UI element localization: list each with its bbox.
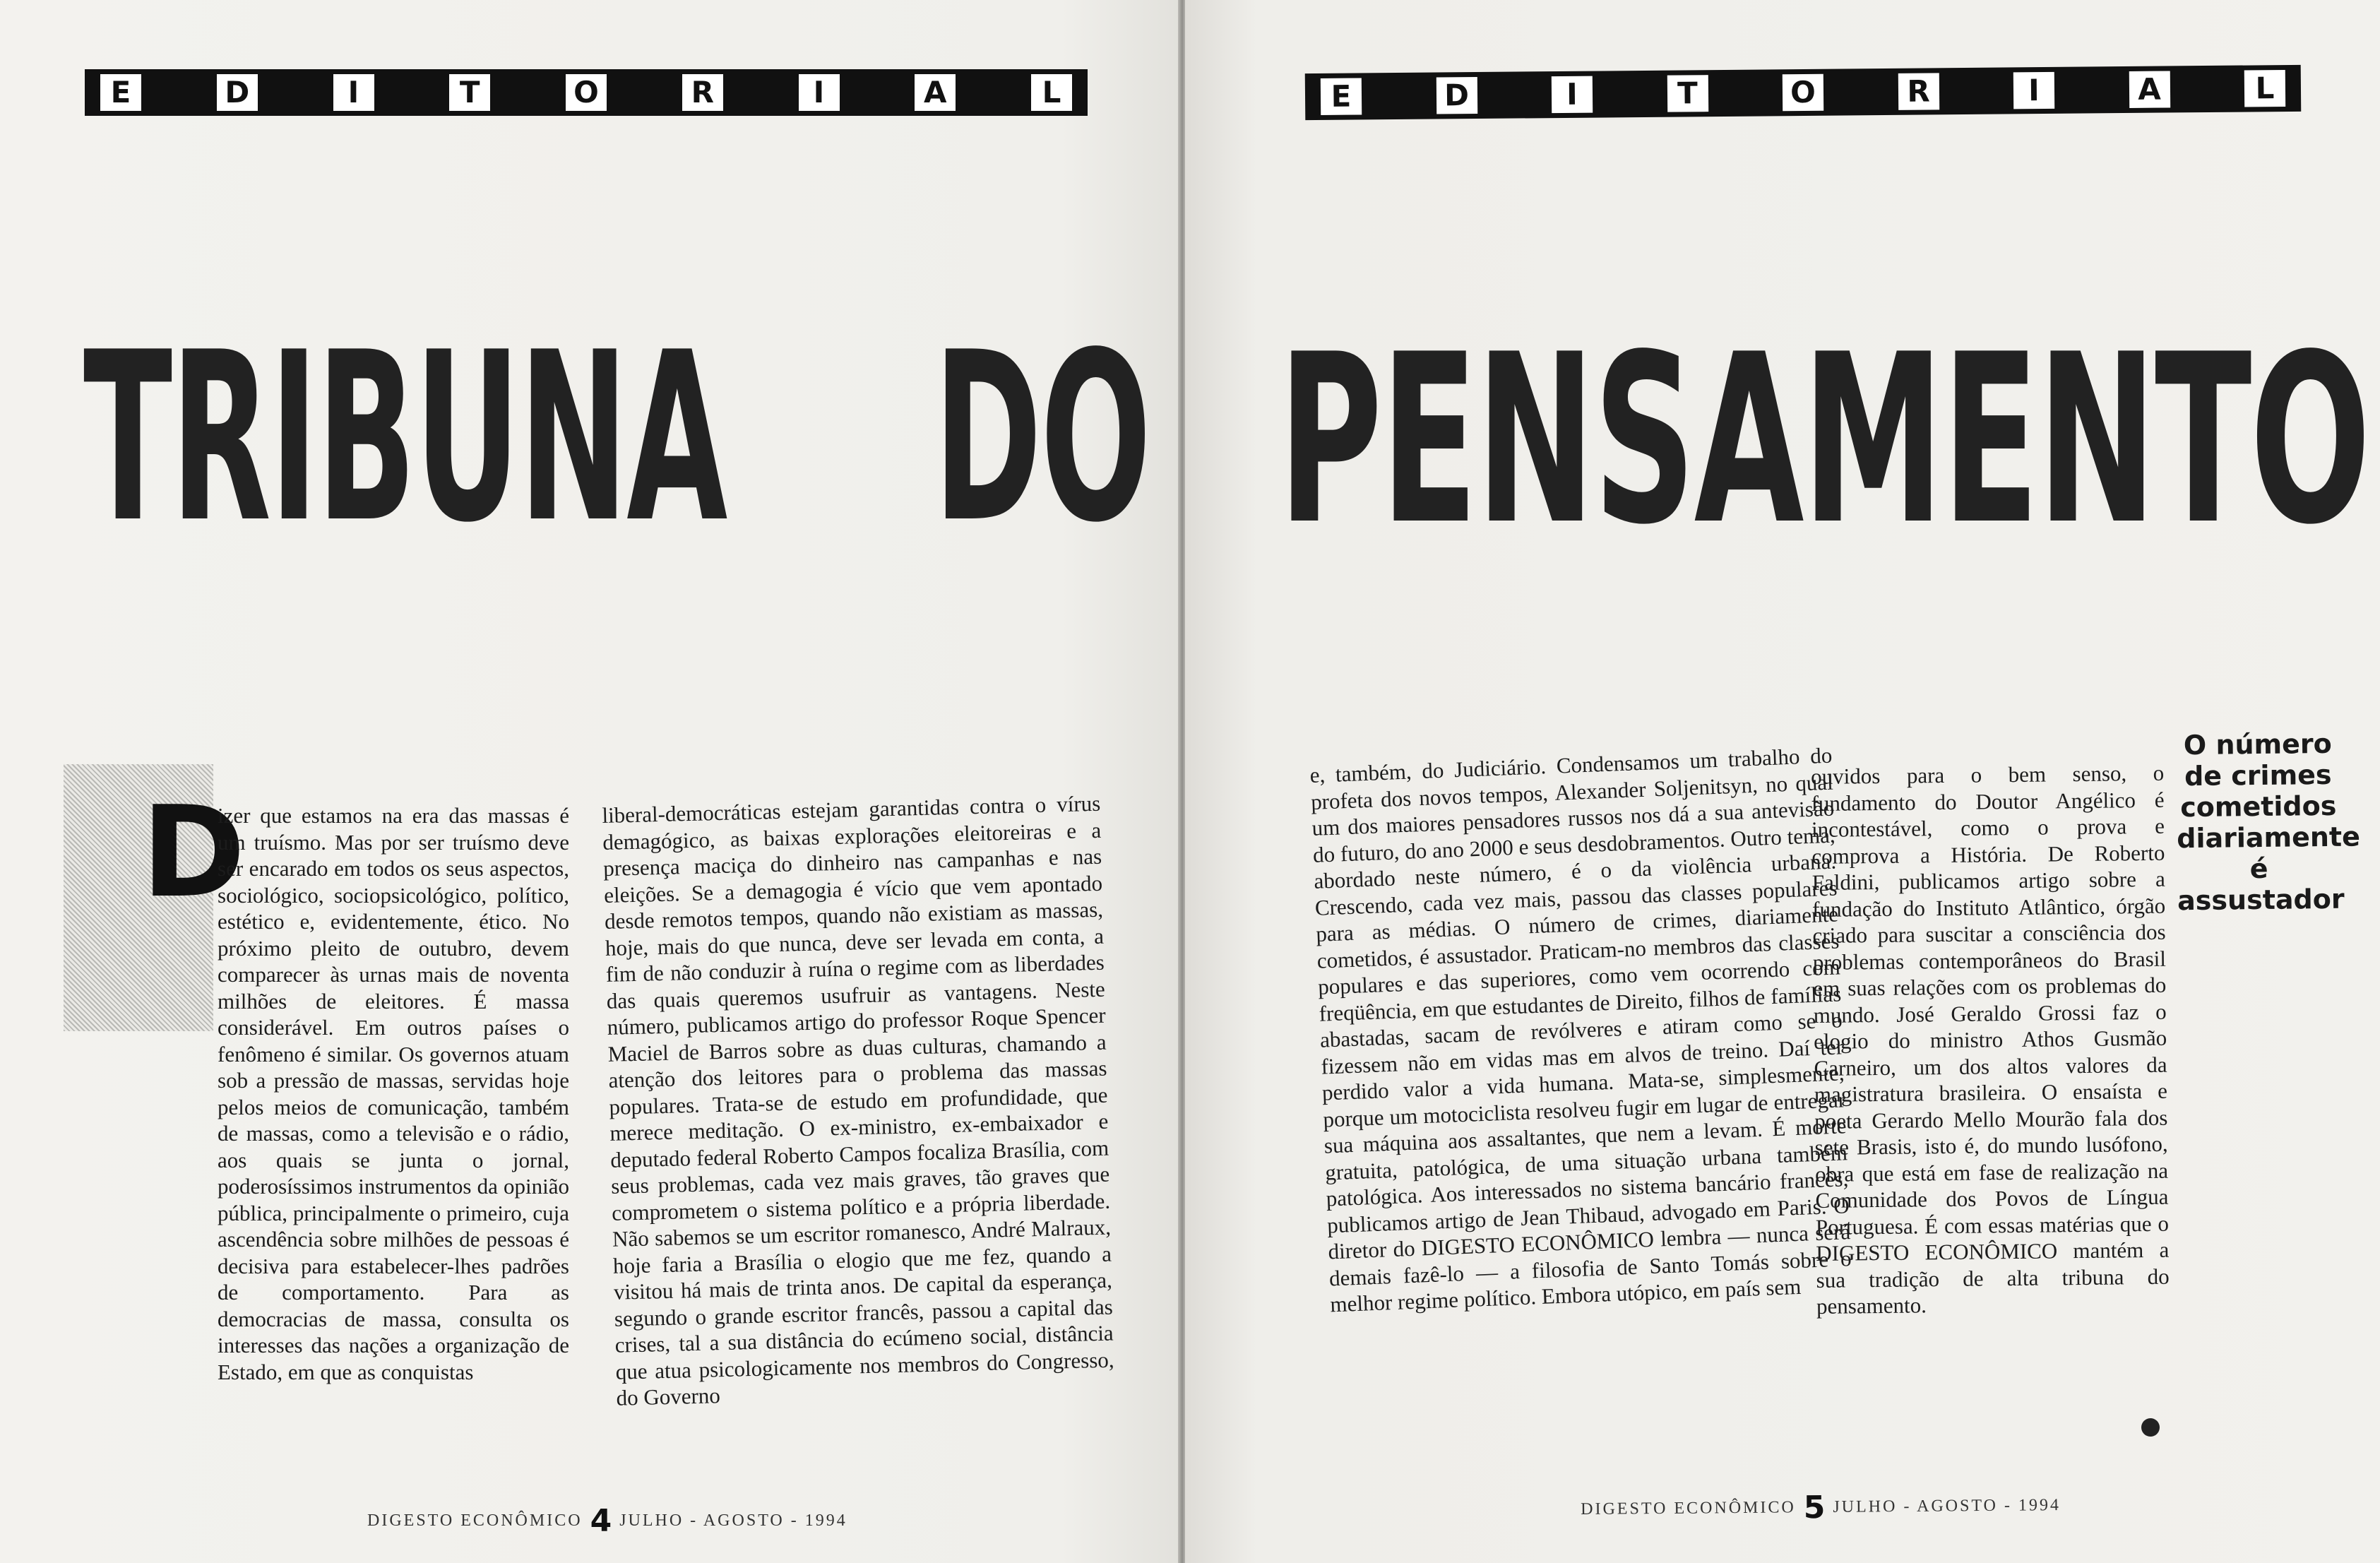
left-page [0,0,1179,1563]
header-letter: I [1552,76,1593,114]
header-letter: A [2129,71,2170,108]
header-letter: E [1321,78,1362,115]
header-letter: A [915,74,956,111]
header-letter: L [2244,70,2285,107]
article-column-4: ouvidos para o bem senso, o fundamento do Doutor Angélico é incontestável, como o prova e comprova a História. De Roberto Faldini, publicamos artigo sobre a fundação do Instituto Atlântico, órgão criado para suscitar a consciência dos problemas contemporâneos do Brasil em suas relações com os problemas do mundo. José Geraldo Grossi faz o elogio do ministro Athos Gusmão Carneiro, um dos altos valores da magistratura brasileira. O ensaísta e poeta Gerardo Mello Mourão fala dos sete Brasis, isto é, do mundo lusófono, obra que está em fase de realização na Comunidade dos Povos de Língua Portuguesa. É com essas matérias que o DIGESTO ECONÔMICO mantém a sua tradição de alta tribuna do pensamento. [1811,760,2170,1319]
page-number: 5 [1803,1489,1826,1526]
end-mark-bullet [2141,1418,2160,1437]
pull-quote: O número de crimes cometidos diariamente é assustador [2177,727,2361,917]
title-word-pensamento: PENSAMENTO [1278,304,2369,576]
editorial-header-bar [85,69,1088,116]
page-footer [1581,1487,2061,1528]
header-letter: T [449,74,490,111]
header-letter: O [566,74,607,111]
header-letter: I [333,74,374,111]
title-word-tribuna: TRIBUNA [83,302,727,574]
header-letter: D [1436,77,1477,114]
footer-date: JULHO - AGOSTO - 1994 [1833,1496,2061,1516]
drop-cap: D [141,779,246,925]
editorial-header-bar [1305,65,2302,120]
title-word-do: DO [934,302,1150,574]
header-letter: E [100,74,141,111]
footer-publication: DIGESTO ECONÔMICO [367,1511,583,1530]
header-letter: I [799,74,840,111]
right-page [1185,0,2380,1563]
article-column-1: izer que estamos na era das massas é um truísmo. Mas por ser truísmo deve ser encarado em todos os seus aspectos, sociológico, sociopsicológico, político, estético e, evidentemente, ético. No próximo pleito de outubro, devem comparecer às urnas mais de noventa milhões de eleitores. É massa considerável. Em outros países o fenômeno é similar. Os governos atuam sob a pressão de massas, servidas hoje pelos meios de comunicação, também de massas, como a televisão e o rádio, aos quais se junta o jornal, poderosíssimos instrumentos da opinião pública, principalmente o primeiro, cuja ascendência sobre milhões de pessoas é decisiva para estabelecer-lhes padrões de comportamento. Para as democracias de massa, consulta os interesses das nações a organização de Estado, em que as conquistas [218,803,569,1384]
header-letter: L [1031,74,1072,111]
header-letter: R [1898,73,1939,110]
header-letter: I [2013,72,2054,109]
article-column-2: liberal-democráticas estejam garantidas contra o vírus demagógico, as baixas explorações eleitoreiras e a presença maciça do dinheiro nas campanhas e nas eleições. Se a demagogia é vício que vem apontado desde remotos tempos, quando não existiam as massas, hoje, mais do que nunca, deve ser levada em conta, a fim de não conduzir à ruína o regime com as liberdades das quais queremos usufruir as vantagens. Neste número, publicamos artigo do professor Roque Spencer Maciel de Barros sobre as duas culturas, chamando a atenção dos leitores para o problema das massas populares. Trata-se de estudo em profundidade, que merece meditação. O ex-ministro, ex-embaixador e deputado federal Roberto Campos focaliza Brasília, com seus problemas, cada vez mais graves, tão graves que comprometem o sistema político e a própria liberdade. Não sabemos se um escritor romanesco, André Malraux, hoje faria a Brasília o elogio que me fez, quando a visitou há mais de trinta anos. De capital da esperança, segundo o grande escritor francês, passou a capital das crises, tal a sua distância do ecúmeno social, distância que atua psicologicamente nos membros do Congresso, do Governo [602,790,1114,1410]
header-letter: T [1667,75,1708,112]
footer-publication: DIGESTO ECONÔMICO [1581,1498,1796,1519]
article-column-3: e, também, do Judiciário. Condensamos um trabalho do profeta dos novos tempos, Alexander Soljenitsyn, no qual um dos maiores pensadores russos nos dá a sua antevisão do futuro, do ano 2000 e seus desdobramentos. Outro tema, abordado neste número, é o da violência urbana. Crescendo, cada vez mais, passou das classes populares para as médias. O número de crimes, diariamente cometidos, é assustador. Praticam-no membros das classes populares e das superiores, como vem ocorrendo com freqüência, em que estudantes de Direito, filhos de famílias abastadas, sacam de revólveres e atiram como se o fizessem não em vidas mas em alvos de treino. Daí ter perdido valor a vida humana. Mata-se, simplesmente, porque um motociclista resolveu fugir em lugar de entregar sua máquina aos assaltantes, que nem a levam. É morte gratuita, patológica, de uma situação urbana também patológica. Aos interessados no sistema bancário francês, publicamos artigo de Jean Thibaud, advogado em Paris. O diretor do DIGESTO ECONÔMICO lembra — nunca será demais fazê-lo — a filosofia de Santo Tomás sobre o melhor regime político. Embora utópico, em país sem [1309,742,1852,1317]
page-footer [367,1503,847,1539]
footer-date: JULHO - AGOSTO - 1994 [619,1511,847,1530]
header-letter: D [217,74,258,111]
header-letter: O [1783,74,1823,112]
page-number: 4 [590,1503,612,1539]
header-letter: R [682,74,723,111]
